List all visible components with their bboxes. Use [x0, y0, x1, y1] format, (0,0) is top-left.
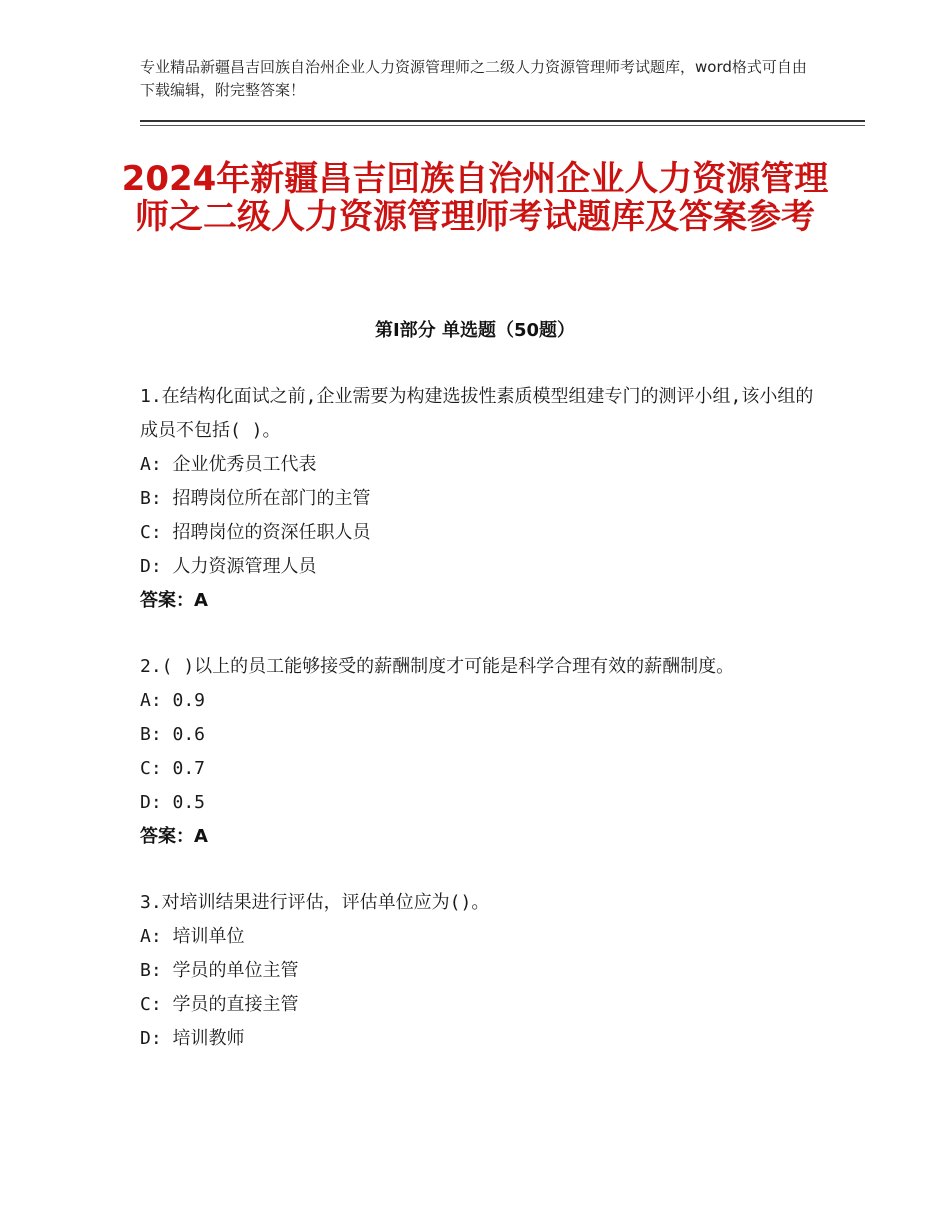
question-2	[140, 650, 820, 854]
question-1	[140, 380, 820, 618]
option-a: A: 培训单位	[140, 926, 245, 947]
header-divider-thin	[140, 125, 865, 126]
answer-label: 答案：A	[140, 826, 208, 847]
option-a: A: 0.9	[140, 690, 206, 711]
option-d: D: 培训教师	[140, 1028, 245, 1049]
option-b: B: 招聘岗位所在部门的主管	[140, 488, 371, 509]
option-c: C: 学员的直接主管	[140, 994, 299, 1015]
option-d: D: 人力资源管理人员	[140, 556, 317, 577]
question-text: 1.在结构化面试之前,企业需要为构建选拔性素质模型组建专门的测评小组,该小组的成员不包括( )。	[140, 386, 814, 441]
header-note: 专业精品新疆昌吉回族自治州企业人力资源管理师之二级人力资源管理师考试题库，word格式可自由下载编辑，附完整答案！	[140, 58, 807, 99]
section-heading: 第Ⅰ部分 单选题（50题）	[374, 320, 575, 341]
option-a: A: 企业优秀员工代表	[140, 454, 317, 475]
option-b: B: 学员的单位主管	[140, 960, 299, 981]
question-list	[140, 380, 820, 1088]
header-divider-thick	[140, 120, 865, 122]
question-text: 2.( )以上的员工能够接受的薪酬制度才可能是科学合理有效的薪酬制度。	[140, 656, 735, 677]
option-c: C: 招聘岗位的资深任职人员	[140, 522, 371, 543]
option-c: C: 0.7	[140, 758, 206, 779]
option-d: D: 0.5	[140, 792, 206, 813]
question-3	[140, 886, 820, 1056]
option-b: B: 0.6	[140, 724, 206, 745]
question-text: 3.对培训结果进行评估，评估单位应为()。	[140, 892, 490, 913]
answer-label: 答案：A	[140, 590, 208, 611]
document-title: 2024年新疆昌吉回族自治州企业人力资源管理师之二级人力资源管理师考试题库及答案参考	[121, 159, 829, 237]
